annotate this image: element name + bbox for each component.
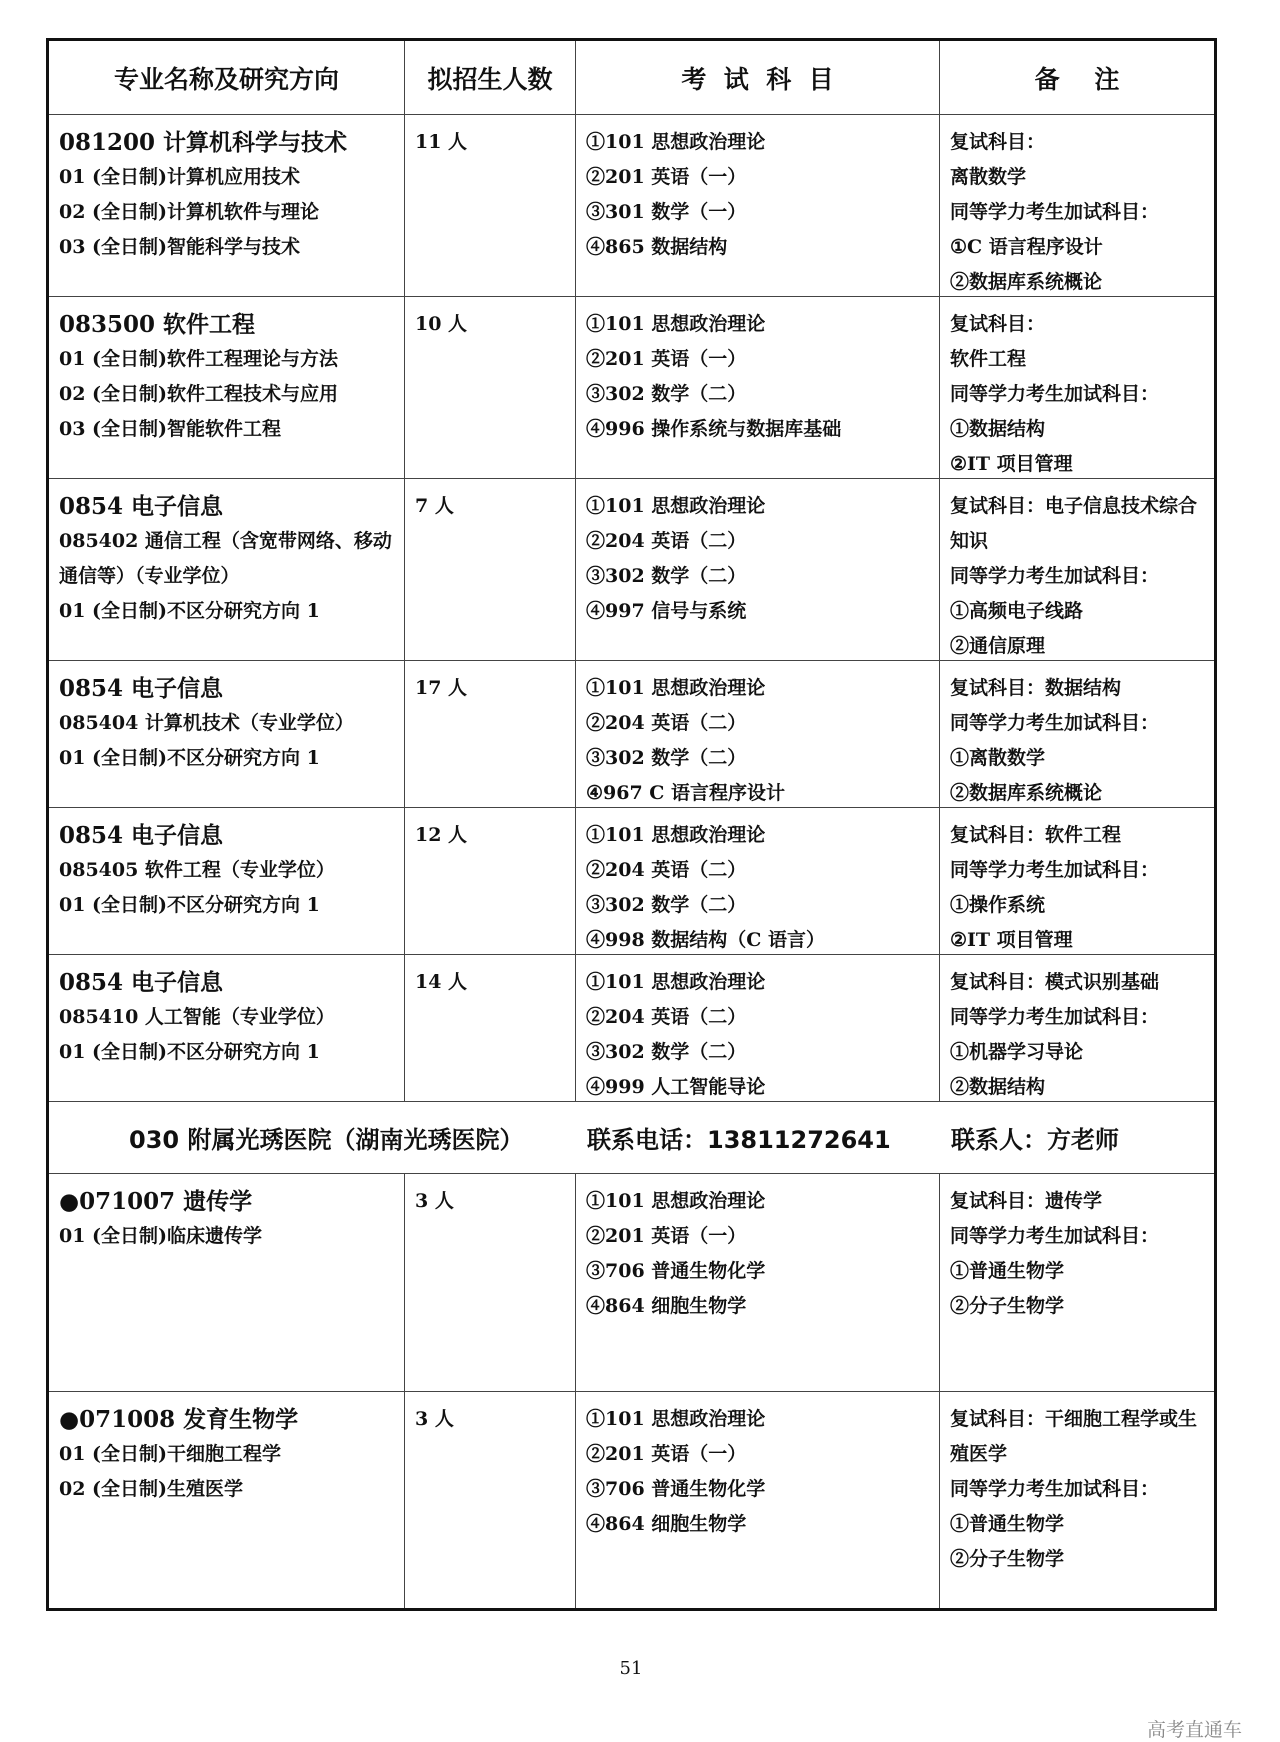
note-line: ②通信原理 [950,635,1046,657]
note-line: ①离散数学 [950,747,1046,769]
major-cell [49,808,404,954]
enrollment-count: 7 人 [415,495,454,517]
note-line: 同等学力考生加试科目： [950,383,1160,405]
header-notes: 备 注 [939,41,1214,114]
major-cell [49,297,404,478]
note-line: 复试科目：干细胞工程学或生殖医学 [950,1408,1198,1465]
exam-subject: ①101 思想政治理论 [586,131,766,153]
note-line: 复试科目： [950,131,1046,153]
table-header [49,41,1214,114]
major-direction: 01 (全日制)不区分研究方向 1 [59,747,320,769]
exams-cell [575,661,939,807]
major-cell [49,115,404,296]
note-line: 复试科目：模式识别基础 [950,971,1160,993]
major-cell [49,479,404,660]
enrollment-count: 10 人 [415,313,468,335]
major-cell [49,1174,404,1391]
contact-person: 联系人：方老师 [951,1126,1119,1154]
count-cell [404,1392,575,1608]
exam-subject: ④996 操作系统与数据库基础 [586,418,842,440]
major-direction: 085402 通信工程（含宽带网络、移动 [59,530,392,552]
note-line: 同等学力考生加试科目： [950,859,1160,881]
exam-subject: ③706 普通生物化学 [586,1260,766,1282]
exam-subject: ③706 普通生物化学 [586,1478,766,1500]
table-row [49,296,1214,478]
major-title: ●071007 遗传学 [59,1188,253,1215]
exam-subject: ②204 英语（二） [586,712,747,734]
note-line: ①C 语言程序设计 [950,236,1103,258]
header-count: 拟招生人数 [404,41,575,114]
note-line: ①数据结构 [950,418,1046,440]
notes-cell [939,808,1214,954]
enrollment-count: 3 人 [415,1190,454,1212]
exam-subject: ④967 C 语言程序设计 [586,782,786,804]
note-line: 复试科目：电子信息技术综合知识 [950,495,1198,552]
note-line: 同等学力考生加试科目： [950,1478,1160,1500]
count-cell [404,479,575,660]
exam-subject: ②204 英语（二） [586,530,747,552]
exams-cell [575,297,939,478]
notes-cell [939,1392,1214,1608]
note-line: 复试科目：数据结构 [950,677,1122,699]
exam-subject: ①101 思想政治理论 [586,677,766,699]
exam-subject: ④997 信号与系统 [586,600,747,622]
notes-cell [939,955,1214,1101]
exam-subject: ④865 数据结构 [586,236,728,258]
enrollment-count: 14 人 [415,971,468,993]
note-line: 软件工程 [950,348,1027,370]
major-direction: 085404 计算机技术（专业学位） [59,712,354,734]
major-title: 0854 电子信息 [59,969,224,996]
table-row [49,1391,1214,1608]
note-line: ①高频电子线路 [950,600,1084,622]
enrollment-count: 11 人 [415,131,468,153]
exams-cell [575,808,939,954]
note-line: 复试科目： [950,313,1046,335]
department-section-bar [49,1101,1214,1173]
enrollment-count: 3 人 [415,1408,454,1430]
exam-subject: ③302 数学（二） [586,1041,747,1063]
major-direction: 02 (全日制)生殖医学 [59,1478,244,1500]
exam-subject: ②201 英语（一） [586,348,747,370]
major-direction: 01 (全日制)不区分研究方向 1 [59,894,320,916]
exam-subject: ③302 数学（二） [586,383,747,405]
note-line: 同等学力考生加试科目： [950,201,1160,223]
exam-subject: ④864 细胞生物学 [586,1513,747,1535]
major-cell [49,955,404,1101]
enrollment-count: 12 人 [415,824,468,846]
major-direction: 085405 软件工程（专业学位） [59,859,335,881]
note-line: ②分子生物学 [950,1295,1065,1317]
note-line: ①普通生物学 [950,1260,1065,1282]
watermark: 高考直通车 [1147,1719,1243,1741]
table-row [49,954,1214,1101]
note-line: ②IT 项目管理 [950,929,1073,951]
department-name: 030 附属光琇医院（湖南光琇医院） [129,1126,524,1154]
exam-subject: ④999 人工智能导论 [586,1076,766,1098]
count-cell [404,808,575,954]
major-title: ●071008 发育生物学 [59,1406,299,1433]
notes-cell [939,297,1214,478]
enrollment-count: 17 人 [415,677,468,699]
major-title: 081200 计算机科学与技术 [59,129,348,156]
exams-cell [575,955,939,1101]
exam-subject: ③302 数学（二） [586,747,747,769]
table-row [49,660,1214,807]
major-title: 0854 电子信息 [59,675,224,702]
major-direction: 03 (全日制)智能软件工程 [59,418,282,440]
exam-subject: ②204 英语（二） [586,859,747,881]
table-row [49,114,1214,296]
exam-subject: ①101 思想政治理论 [586,1408,766,1430]
note-line: ②数据库系统概论 [950,782,1103,804]
header-exams: 考 试 科 目 [575,41,939,114]
exam-subject: ①101 思想政治理论 [586,1190,766,1212]
exam-subject: ③302 数学（二） [586,894,747,916]
table-row [49,807,1214,954]
exam-subject: ②201 英语（一） [586,166,747,188]
exam-subject: ②201 英语（一） [586,1443,747,1465]
major-direction: 01 (全日制)不区分研究方向 1 [59,600,320,622]
exam-subject: ④998 数据结构（C 语言） [586,929,826,951]
major-title: 083500 软件工程 [59,311,256,338]
major-direction: 通信等）（专业学位） [59,565,240,587]
note-line: ②分子生物学 [950,1548,1065,1570]
table-row [49,478,1214,660]
major-cell [49,1392,404,1608]
contact-phone: 联系电话：13811272641 [587,1126,891,1154]
count-cell [404,955,575,1101]
exams-cell [575,1392,939,1608]
exam-subject: ①101 思想政治理论 [586,313,766,335]
notes-cell [939,1174,1214,1391]
note-line: ①普通生物学 [950,1513,1065,1535]
exam-subject: ③301 数学（一） [586,201,747,223]
notes-cell [939,115,1214,296]
major-direction: 085410 人工智能（专业学位） [59,1006,335,1028]
header-major: 专业名称及研究方向 [113,64,339,94]
exam-subject: ④864 细胞生物学 [586,1295,747,1317]
count-cell [404,297,575,478]
major-direction: 01 (全日制)干细胞工程学 [59,1443,282,1465]
note-line: ②IT 项目管理 [950,453,1073,475]
note-line: ①机器学习导论 [950,1041,1084,1063]
major-direction: 03 (全日制)智能科学与技术 [59,236,301,258]
note-line: ②数据库系统概论 [950,271,1103,293]
major-direction: 02 (全日制)计算机软件与理论 [59,201,320,223]
count-cell [404,115,575,296]
note-line: 同等学力考生加试科目： [950,1006,1160,1028]
admissions-table [46,38,1217,1611]
major-direction: 01 (全日制)临床遗传学 [59,1225,263,1247]
note-line: 复试科目：遗传学 [950,1190,1103,1212]
major-cell [49,661,404,807]
major-direction: 01 (全日制)不区分研究方向 1 [59,1041,320,1063]
major-direction: 02 (全日制)软件工程技术与应用 [59,383,339,405]
table-row [49,1173,1214,1391]
major-direction: 01 (全日制)计算机应用技术 [59,166,301,188]
exam-subject: ②204 英语（二） [586,1006,747,1028]
count-cell [404,1174,575,1391]
major-title: 0854 电子信息 [59,822,224,849]
exam-subject: ③302 数学（二） [586,565,747,587]
exams-cell [575,1174,939,1391]
major-direction: 01 (全日制)软件工程理论与方法 [59,348,339,370]
major-title: 0854 电子信息 [59,493,224,520]
note-line: 同等学力考生加试科目： [950,1225,1160,1247]
notes-cell [939,661,1214,807]
exam-subject: ①101 思想政治理论 [586,824,766,846]
notes-cell [939,479,1214,660]
note-line: ②数据结构 [950,1076,1046,1098]
count-cell [404,661,575,807]
exam-subject: ②201 英语（一） [586,1225,747,1247]
note-line: ①操作系统 [950,894,1046,916]
exams-cell [575,115,939,296]
note-line: 同等学力考生加试科目： [950,565,1160,587]
exams-cell [575,479,939,660]
note-line: 离散数学 [950,166,1027,188]
exam-subject: ①101 思想政治理论 [586,971,766,993]
note-line: 同等学力考生加试科目： [950,712,1160,734]
page-number: 51 [619,1658,643,1679]
note-line: 复试科目：软件工程 [950,824,1122,846]
exam-subject: ①101 思想政治理论 [586,495,766,517]
